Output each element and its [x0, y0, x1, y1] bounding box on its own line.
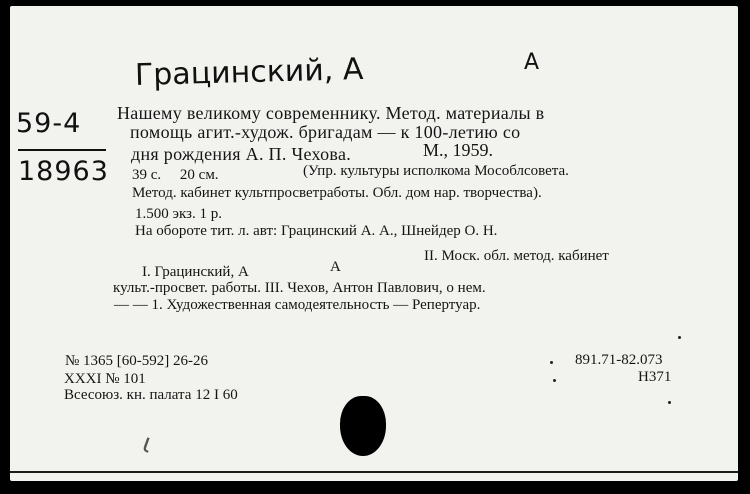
tracing-subject: культ.-просвет. работы. III. Чехов, Антон Павлович, о нем. [113, 280, 486, 296]
print-run: 1.500 экз. 1 р. [135, 206, 222, 222]
speck [553, 379, 556, 382]
card-bottom-rule [10, 471, 738, 473]
series-number: XXXI № 101 [64, 371, 146, 387]
tracing-initial: А [330, 259, 341, 275]
speck [668, 401, 671, 404]
shelf-divider [18, 149, 106, 151]
title-line-3: дня рождения А. П. Чехова. [131, 144, 352, 164]
handwritten-initial-mark: А [524, 50, 540, 75]
tracing-genre: — — 1. Художественная самодеятельность — Репертуар. [114, 297, 481, 313]
handwritten-author: Грацинский, А [134, 52, 364, 93]
title-line-1: Нашему великому современнику. Метод. материалы в [117, 103, 545, 123]
publisher-note-1: (Упр. культуры исполкома Мособлсовета. [303, 163, 569, 179]
physical-description: 39 с. 20 см. [132, 167, 219, 183]
punch-hole [340, 396, 386, 456]
tracing-author: I. Грацинский, А [142, 264, 249, 280]
speck [678, 336, 681, 339]
title-line-2: помощь агит.-худож. бригадам — к 100-летию со [130, 122, 521, 142]
publisher-note-2: Метод. кабинет культпросветработы. Обл. дом нар. творчества). [132, 185, 542, 201]
place-year: М., 1959. [423, 140, 494, 160]
stray-pencil-mark: ι [138, 428, 157, 460]
issuer: Всесоюз. кн. палата 12 I 60 [64, 387, 238, 403]
catalog-number: № 1365 [60-592] 26-26 [65, 353, 209, 369]
classification-author-mark: Н371 [638, 369, 672, 385]
shelf-mark: 59-4 [16, 108, 82, 139]
accession-number: 18963 [18, 156, 109, 187]
classification-udc: 891.71-82.073 [575, 352, 663, 368]
speck [550, 361, 553, 364]
verso-note: На обороте тит. л. авт: Грацинский А. А., Шнейдер О. Н. [135, 223, 498, 239]
tracing-corporate: II. Моск. обл. метод. кабинет [424, 248, 609, 264]
catalog-card [10, 6, 738, 481]
